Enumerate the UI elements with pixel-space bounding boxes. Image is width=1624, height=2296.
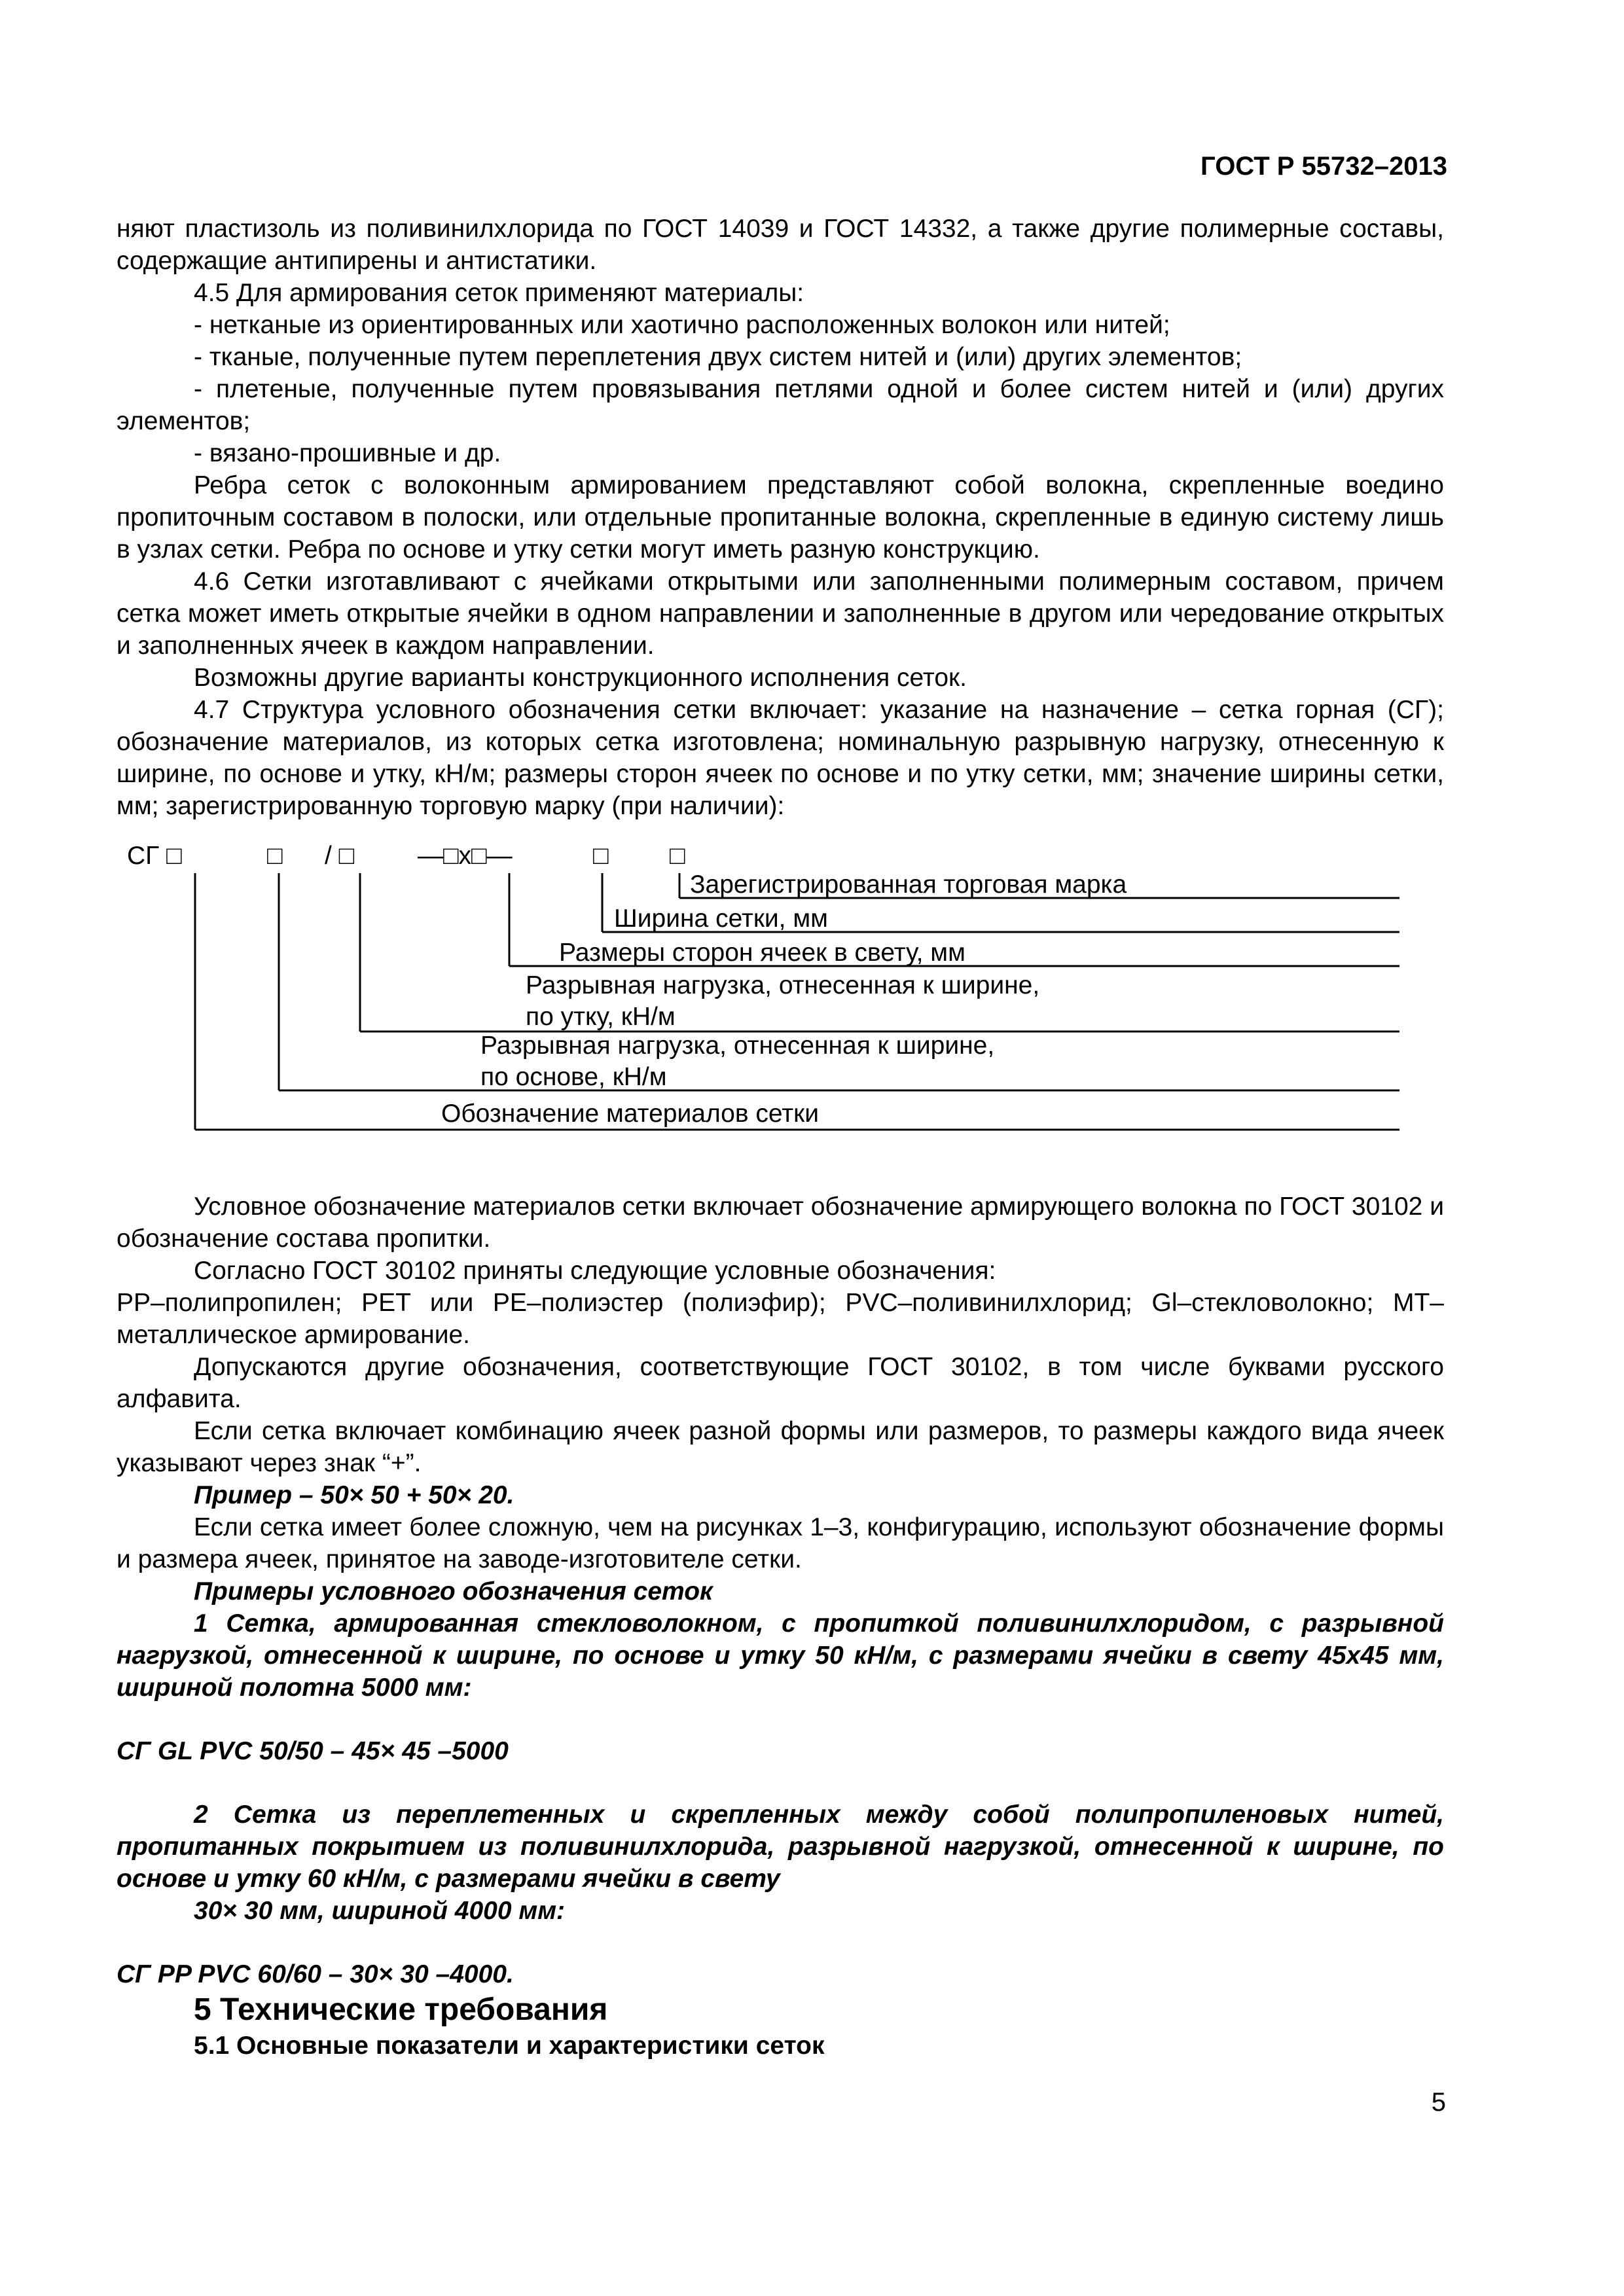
paragraph: 4.6 Сетки изготавливают с ячейками открытыми или заполненными полимерным составом, причем сетка может иметь открытые ячейки в одном направлении и заполненные в другом или чередование открытых и заполненных ячеек в каждом направлении. xyxy=(117,567,1444,660)
standard-header: ГОСТ Р 55732–2013 xyxy=(1200,152,1447,181)
subsection-title: 5.1 Основные показатели и характеристики сеток xyxy=(194,2032,825,2060)
paragraph: Согласно ГОСТ 30102 приняты следующие условные обозначения: xyxy=(194,1257,996,1285)
code-part-trademark: □ xyxy=(670,842,685,870)
paragraph: Условное обозначение материалов сетки включает обозначение армирующего волокна по ГОСТ 30102 и обозначение состава пропитки. xyxy=(117,1193,1444,1253)
paragraph: Если сетка имеет более сложную, чем на рисунках 1–3, конфигурацию, используют обозначение формы и размера ячеек, принятое на заводе-изготовителе сетки. xyxy=(117,1513,1444,1573)
code-part-load: / □ xyxy=(325,842,355,870)
label-load-weft-1: Разрывная нагрузка, отнесенная к ширине, xyxy=(526,971,1040,999)
label-load-weft-2: по утку, кН/м xyxy=(526,1003,676,1031)
example-2: 2 Сетка из переплетенных и скрепленных между собой полипропиленовых нитей, пропитанных покрытием из поливинилхлорида, разрывной нагрузкой, отнесенной к ширине, по основе и утку 60 кН/м, с размерами ячейки в свету xyxy=(117,1801,1444,1893)
paragraph: Возможны другие варианты конструкционного исполнения сеток. xyxy=(194,664,967,692)
designation-diagram xyxy=(117,840,1444,1158)
label-materials: Обозначение материалов сетки xyxy=(441,1100,820,1128)
paragraph: Если сетка включает комбинацию ячеек разной формы или размеров, то размеры каждого вида ячеек указывают через знак “+”. xyxy=(117,1417,1444,1477)
label-width: Ширина сетки, мм xyxy=(614,905,828,933)
example-2-cont: 30× 30 мм, шириной 4000 мм: xyxy=(194,1897,566,1925)
label-trademark: Зарегистрированная торговая марка xyxy=(690,870,1127,899)
list-item: - вязано-прошивные и др. xyxy=(194,439,501,467)
example: Пример – 50× 50 + 50× 20. xyxy=(194,1481,514,1509)
paragraph: 4.5 Для армирования сеток применяют материалы: xyxy=(194,279,804,307)
code-part-material: □ xyxy=(267,842,283,870)
formula-1: СГ GL PVC 50/50 – 45× 45 –5000 xyxy=(117,1737,509,1765)
paragraph: няют пластизоль из поливинилхлорида по ГОСТ 14039 и ГОСТ 14332, а также другие полимерные составы, содержащие антипирены и антистатики. xyxy=(117,215,1444,275)
formula-2: СГ PP PVC 60/60 – 30× 30 –4000. xyxy=(117,1960,514,1988)
section-title: 5 Технические требования xyxy=(194,1992,608,2027)
label-load-warp-1: Разрывная нагрузка, отнесенная к ширине, xyxy=(480,1031,995,1060)
label-load-warp-2: по основе, кН/м xyxy=(480,1063,667,1091)
code-part-prefix: СГ □ xyxy=(127,842,182,870)
code-part-cell-size: —□х□— xyxy=(418,842,513,870)
paragraph: Допускаются другие обозначения, соответствующие ГОСТ 30102, в том числе буквами русского алфавита. xyxy=(117,1353,1444,1413)
label-cell-size: Размеры сторон ячеек в свету, мм xyxy=(559,939,965,967)
code-part-width: □ xyxy=(593,842,609,870)
list-item: - нетканые из ориентированных или хаотично расположенных волокон или нитей; xyxy=(194,311,1170,339)
body-text xyxy=(117,213,1444,2062)
page-number: 5 xyxy=(1431,2088,1446,2117)
examples-heading: Примеры условного обозначения сеток xyxy=(194,1577,713,1605)
example-1: 1 Сетка, армированная стекловолокном, с пропиткой поливинилхлоридом, с разрывной нагрузкой, отнесенной к ширине, по основе и утку 50 кН/м, с размерами ячейки в свету 45х45 мм, шириной полотна 5000 мм: xyxy=(117,1609,1444,1702)
list-item: - плетеные, полученные путем провязывания петлями одной и более систем нитей и (или) других элементов; xyxy=(117,375,1444,435)
paragraph: 4.7 Структура условного обозначения сетки включает: указание на назначение – сетка горная (СГ); обозначение материалов, из которых сетка изготовлена; номинальную разрывную нагрузку, отнесенную к ширине, по основе и утку, кН/м; размеры сторон ячеек по основе и по утку сетки, мм; значение ширины сетки, мм; зарегистрированную торговую марку (при наличии): xyxy=(117,696,1444,820)
paragraph: Ребра сеток с волоконным армированием представляют собой волокна, скрепленные воедино пропиточным составом в полоски, или отдельные пропитанные волокна, скрепленные в единую систему лишь в узлах сетки. Ребра по основе и утку сетки могут иметь разную конструкцию. xyxy=(117,471,1444,564)
paragraph: РР–полипропилен; PET или PE–полиэстер (полиэфир); PVC–поливинилхлорид; Gl–стекловолокно; MT–металлическое армирование. xyxy=(117,1289,1444,1349)
list-item: - тканые, полученные путем переплетения двух систем нитей и (или) других элементов; xyxy=(194,343,1242,371)
